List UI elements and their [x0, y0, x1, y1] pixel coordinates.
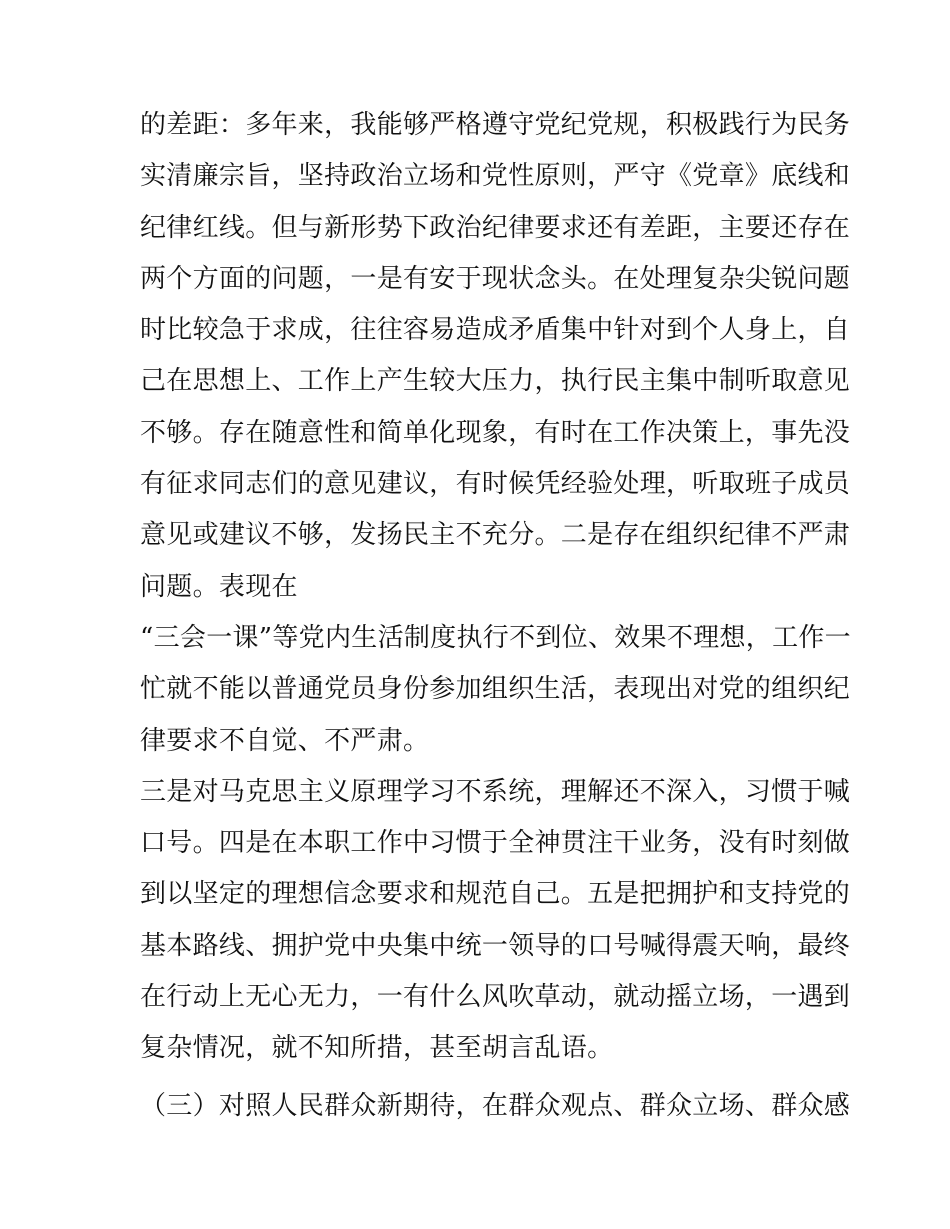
text-line: 意见或建议不够，发扬民主不充分。二是存在组织纪律不严肃: [140, 520, 851, 551]
text-line: 口号。四是在本职工作中习惯于全神贯注干业务，没有时刻做: [140, 828, 851, 859]
text-line: 在行动上无心无力，一有什么风吹草动，就动摇立场，一遇到: [140, 982, 851, 1013]
text-line: 纪律红线。但与新形势下政治纪律要求还有差距，主要还存在: [140, 212, 851, 243]
text-line: 到以坚定的理想信念要求和规范自己。五是把拥护和支持党的: [140, 879, 851, 910]
text-line: 基本路线、拥护党中央集中统一领导的口号喊得震天响，最终: [140, 930, 851, 961]
text-line: 的差距：多年来，我能够严格遵守党纪党规，积极践行为民务: [140, 110, 851, 140]
text-line: “三会一课”等党内生活制度执行不到位、效果不理想，工作一: [140, 622, 851, 653]
text-line: 有征求同志们的意见建议，有时候凭经验处理，听取班子成员: [140, 469, 851, 500]
text-line: 忙就不能以普通党员身份参加组织生活，表现出对党的组织纪: [140, 674, 851, 705]
text-line: 问题。表现在: [140, 571, 298, 602]
section-heading-line: （三）对照人民群众新期待，在群众观点、群众立场、群众感: [140, 1090, 851, 1121]
text-line: 不够。存在随意性和简单化现象，有时在工作决策上，事先没: [140, 417, 851, 448]
text-line: 己在思想上、工作上产生较大压力，执行民主集中制听取意见: [140, 366, 851, 397]
text-line: 复杂情况，就不知所措，甚至胡言乱语。: [140, 1033, 614, 1064]
text-line: 时比较急于求成，往往容易造成矛盾集中针对到个人身上，自: [140, 315, 851, 346]
body-text: [140, 100, 851, 1132]
text-line: 两个方面的问题，一是有安于现状念头。在处理复杂尖锐问题: [140, 263, 851, 294]
text-line: 实清廉宗旨，坚持政治立场和党性原则，严守《党章》底线和: [140, 161, 851, 192]
text-line: 三是对马克思主义原理学习不系统，理解还不深入，习惯于喊: [140, 776, 851, 807]
text-line: 律要求不自觉、不严肃。: [140, 725, 430, 756]
